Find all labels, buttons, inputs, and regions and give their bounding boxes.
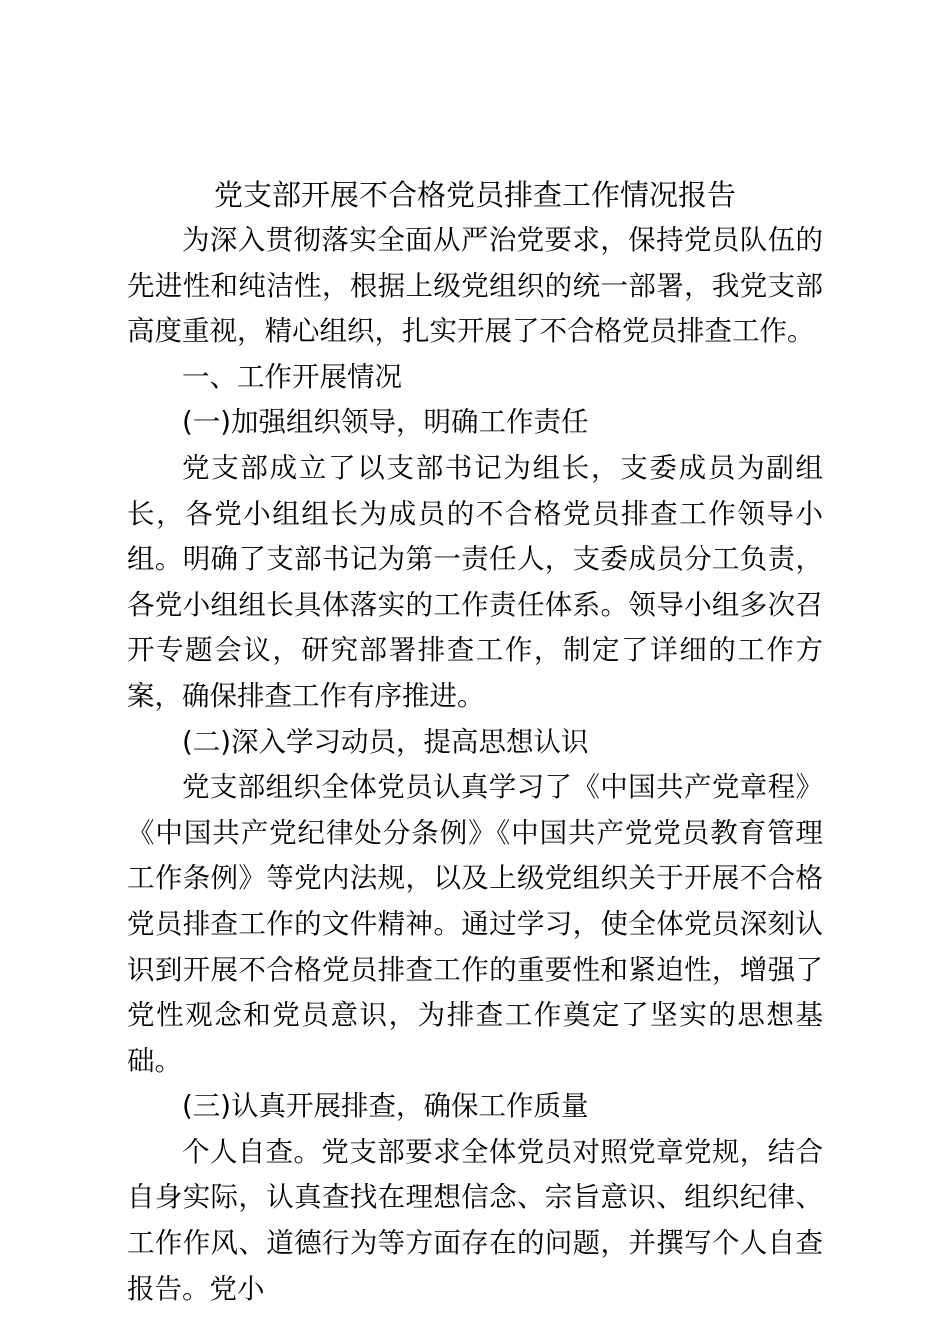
subsection-paragraph-1: 党支部成立了以支部书记为组长，支委成员为副组长，各党小组组长为成员的不合格党员排查工作领导小组。明确了支部书记为第一责任人，支委成员分工负责，各党小组组长具体落实的工作责任体系。领导小组多次召开专题会议，研究部署排查工作，制定了详细的工作方案，确保排查工作有序推进。 xyxy=(127,451,823,712)
subsection-paragraph-2: 党支部组织全体党员认真学习了《中国共产党章程》《中国共产党纪律处分条例》《中国共产党党员教育管理工作条例》等党内法规，以及上级党组织关于开展不合格党员排查工作的文件精神。通过学习，使全体党员深刻认识到开展不合格党员排查工作的重要性和紧迫性，增强了党性观念和党员意识，为排查工作奠定了坚实的思想基础。 xyxy=(127,771,823,1077)
intro-paragraph: 为深入贯彻落实全面从严治党要求，保持党员队伍的先进性和纯洁性，根据上级党组织的统一部署，我党支部高度重视，精心组织，扎实开展了不合格党员排查工作。 xyxy=(127,224,823,348)
subsection-heading-3: (三)认真开展排查，确保工作质量 xyxy=(182,1090,589,1123)
document-title: 党支部开展不合格党员排查工作情况报告 xyxy=(213,178,736,212)
section-heading-1: 一、工作开展情况 xyxy=(182,360,402,393)
subsection-heading-1: (一)加强组织领导，明确工作责任 xyxy=(182,406,589,439)
document-body xyxy=(127,172,823,1312)
subsection-paragraph-3: 个人自查。党支部要求全体党员对照党章党规，结合自身实际，认真查找在理想信念、宗旨意识、组织纪律、工作作风、道德行为等方面存在的问题，并撰写个人自查报告。党小 xyxy=(127,1135,823,1305)
subsection-heading-2: (二)深入学习动员，提高思想认识 xyxy=(182,725,589,758)
